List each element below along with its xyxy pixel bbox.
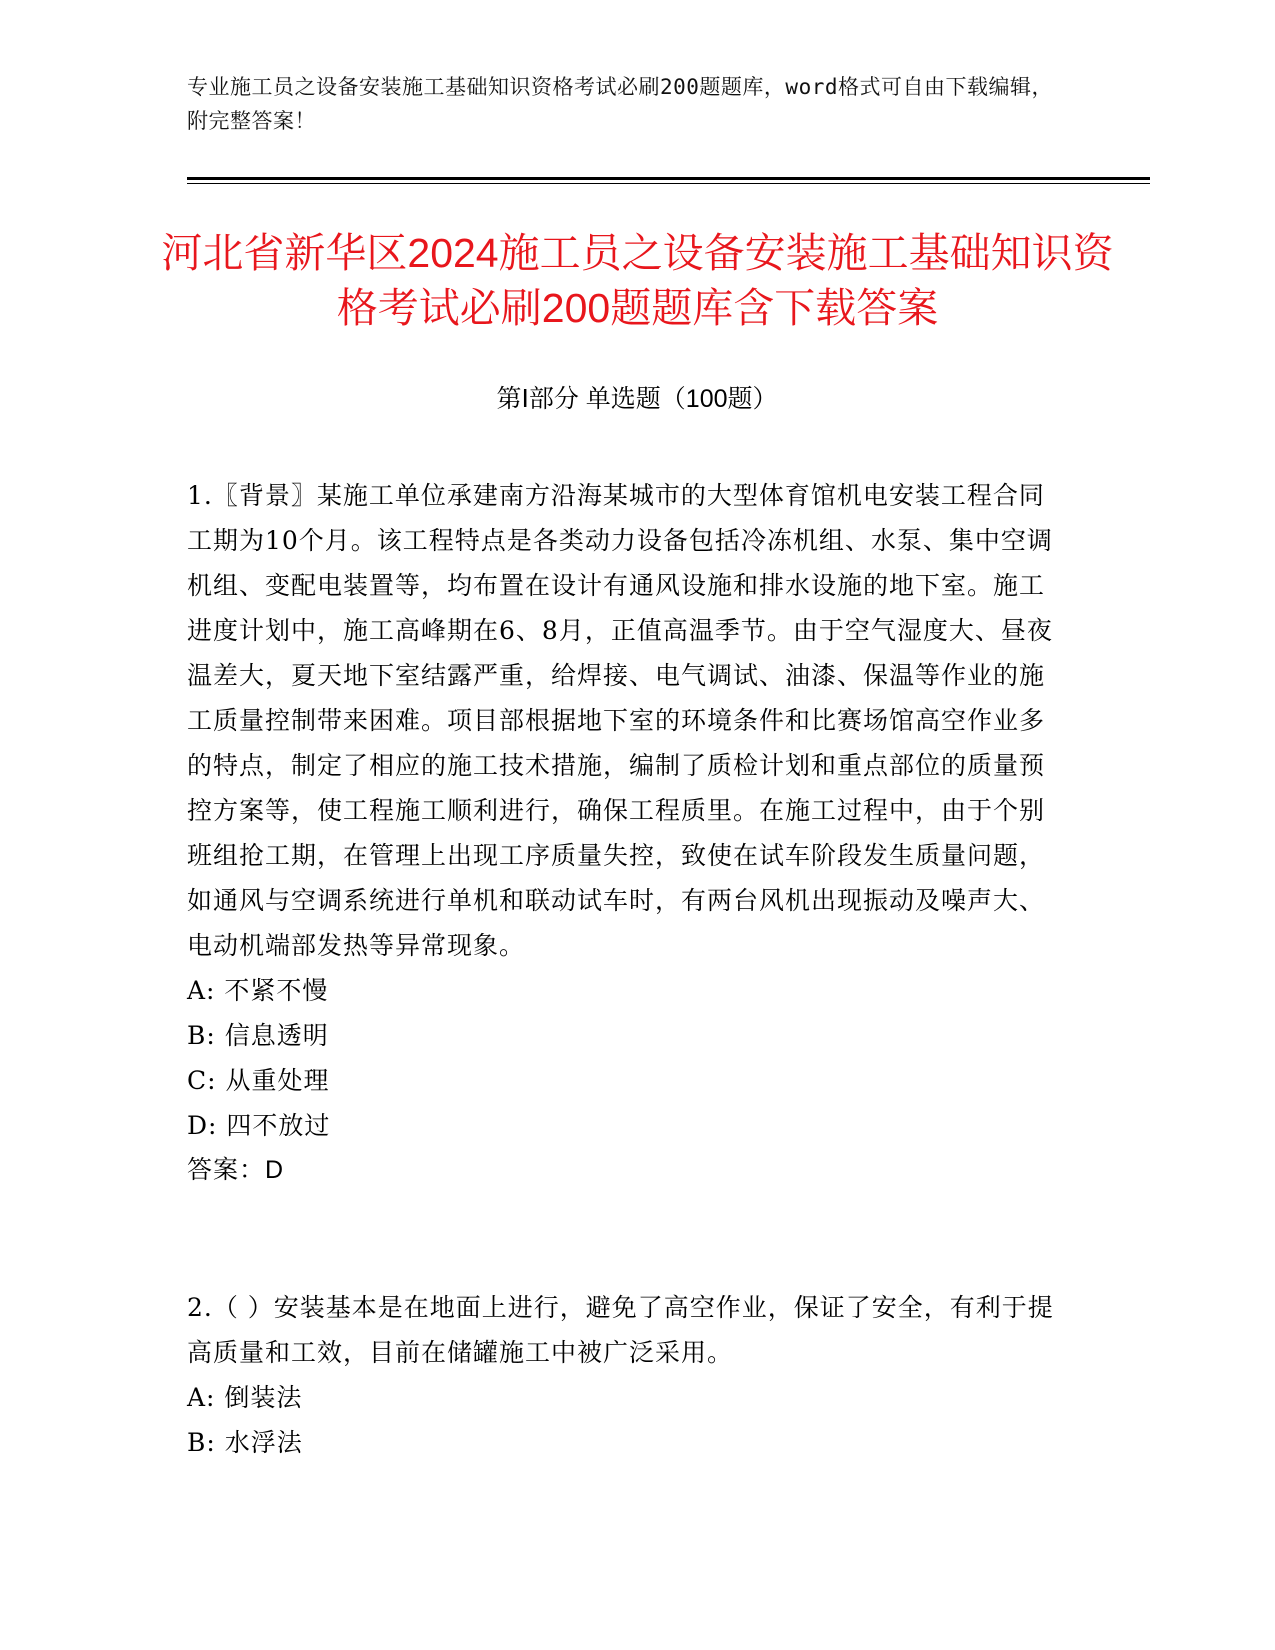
option-d: D: 四不放过: [187, 1111, 331, 1140]
document-title: 河北省新华区2024施工员之设备安装施工基础知识资格考试必刷200题题库含下载答案: [161, 230, 1114, 331]
option-b: B: 信息透明: [187, 1021, 329, 1050]
option-c: C: 从重处理: [187, 1066, 330, 1095]
header-note: 专业施工员之设备安装施工基础知识资格考试必刷200题题库，word格式可自由下载编辑，附完整答案！: [187, 75, 1053, 133]
option-a: A: 不紧不慢: [187, 976, 329, 1005]
section-title: 第Ⅰ部分 单选题（100题）: [496, 385, 778, 413]
question-stem: 1.〖背景〗某施工单位承建南方沿海某城市的大型体育馆机电安装工程合同工期为10个月。该工程特点是各类动力设备包括冷冻机组、水泵、集中空调机组、变配电装置等，均布置在设计有通风设施和排水设施的地下室。施工进度计划中，施工高峰期在6、8月，正值高温季节。由于空气湿度大、昼夜温差大，夏天地下室结露严重，给焊接、电气调试、油漆、保温等作业的施工质量控制带来困难。项目部根据地下室的环境条件和比赛场馆高空作业多的特点，制定了相应的施工技术措施，编制了质检计划和重点部位的质量预控方案等，使工程施工顺利进行，确保工程质里。在施工过程中，由于个别班组抢工期，在管理上出现工序质量失控，致使在试车阶段发生质量问题，如通风与空调系统进行单机和联动试车时，有两台风机出现振动及噪声大、电动机端部发热等异常现象。: [187, 481, 1053, 960]
header-rule-thick: [187, 177, 1150, 180]
option-b: B: 水浮法: [187, 1428, 303, 1457]
header-rule-thin: [187, 183, 1150, 184]
question-2: [187, 1285, 1067, 1465]
question-1: [187, 473, 1067, 1193]
answer: 答案：D: [187, 1156, 285, 1184]
option-a: A: 倒装法: [187, 1383, 303, 1412]
question-stem: 2.（ ）安装基本是在地面上进行，避免了高空作业，保证了安全，有利于提高质量和工效，目前在储罐施工中被广泛采用。: [187, 1293, 1054, 1367]
